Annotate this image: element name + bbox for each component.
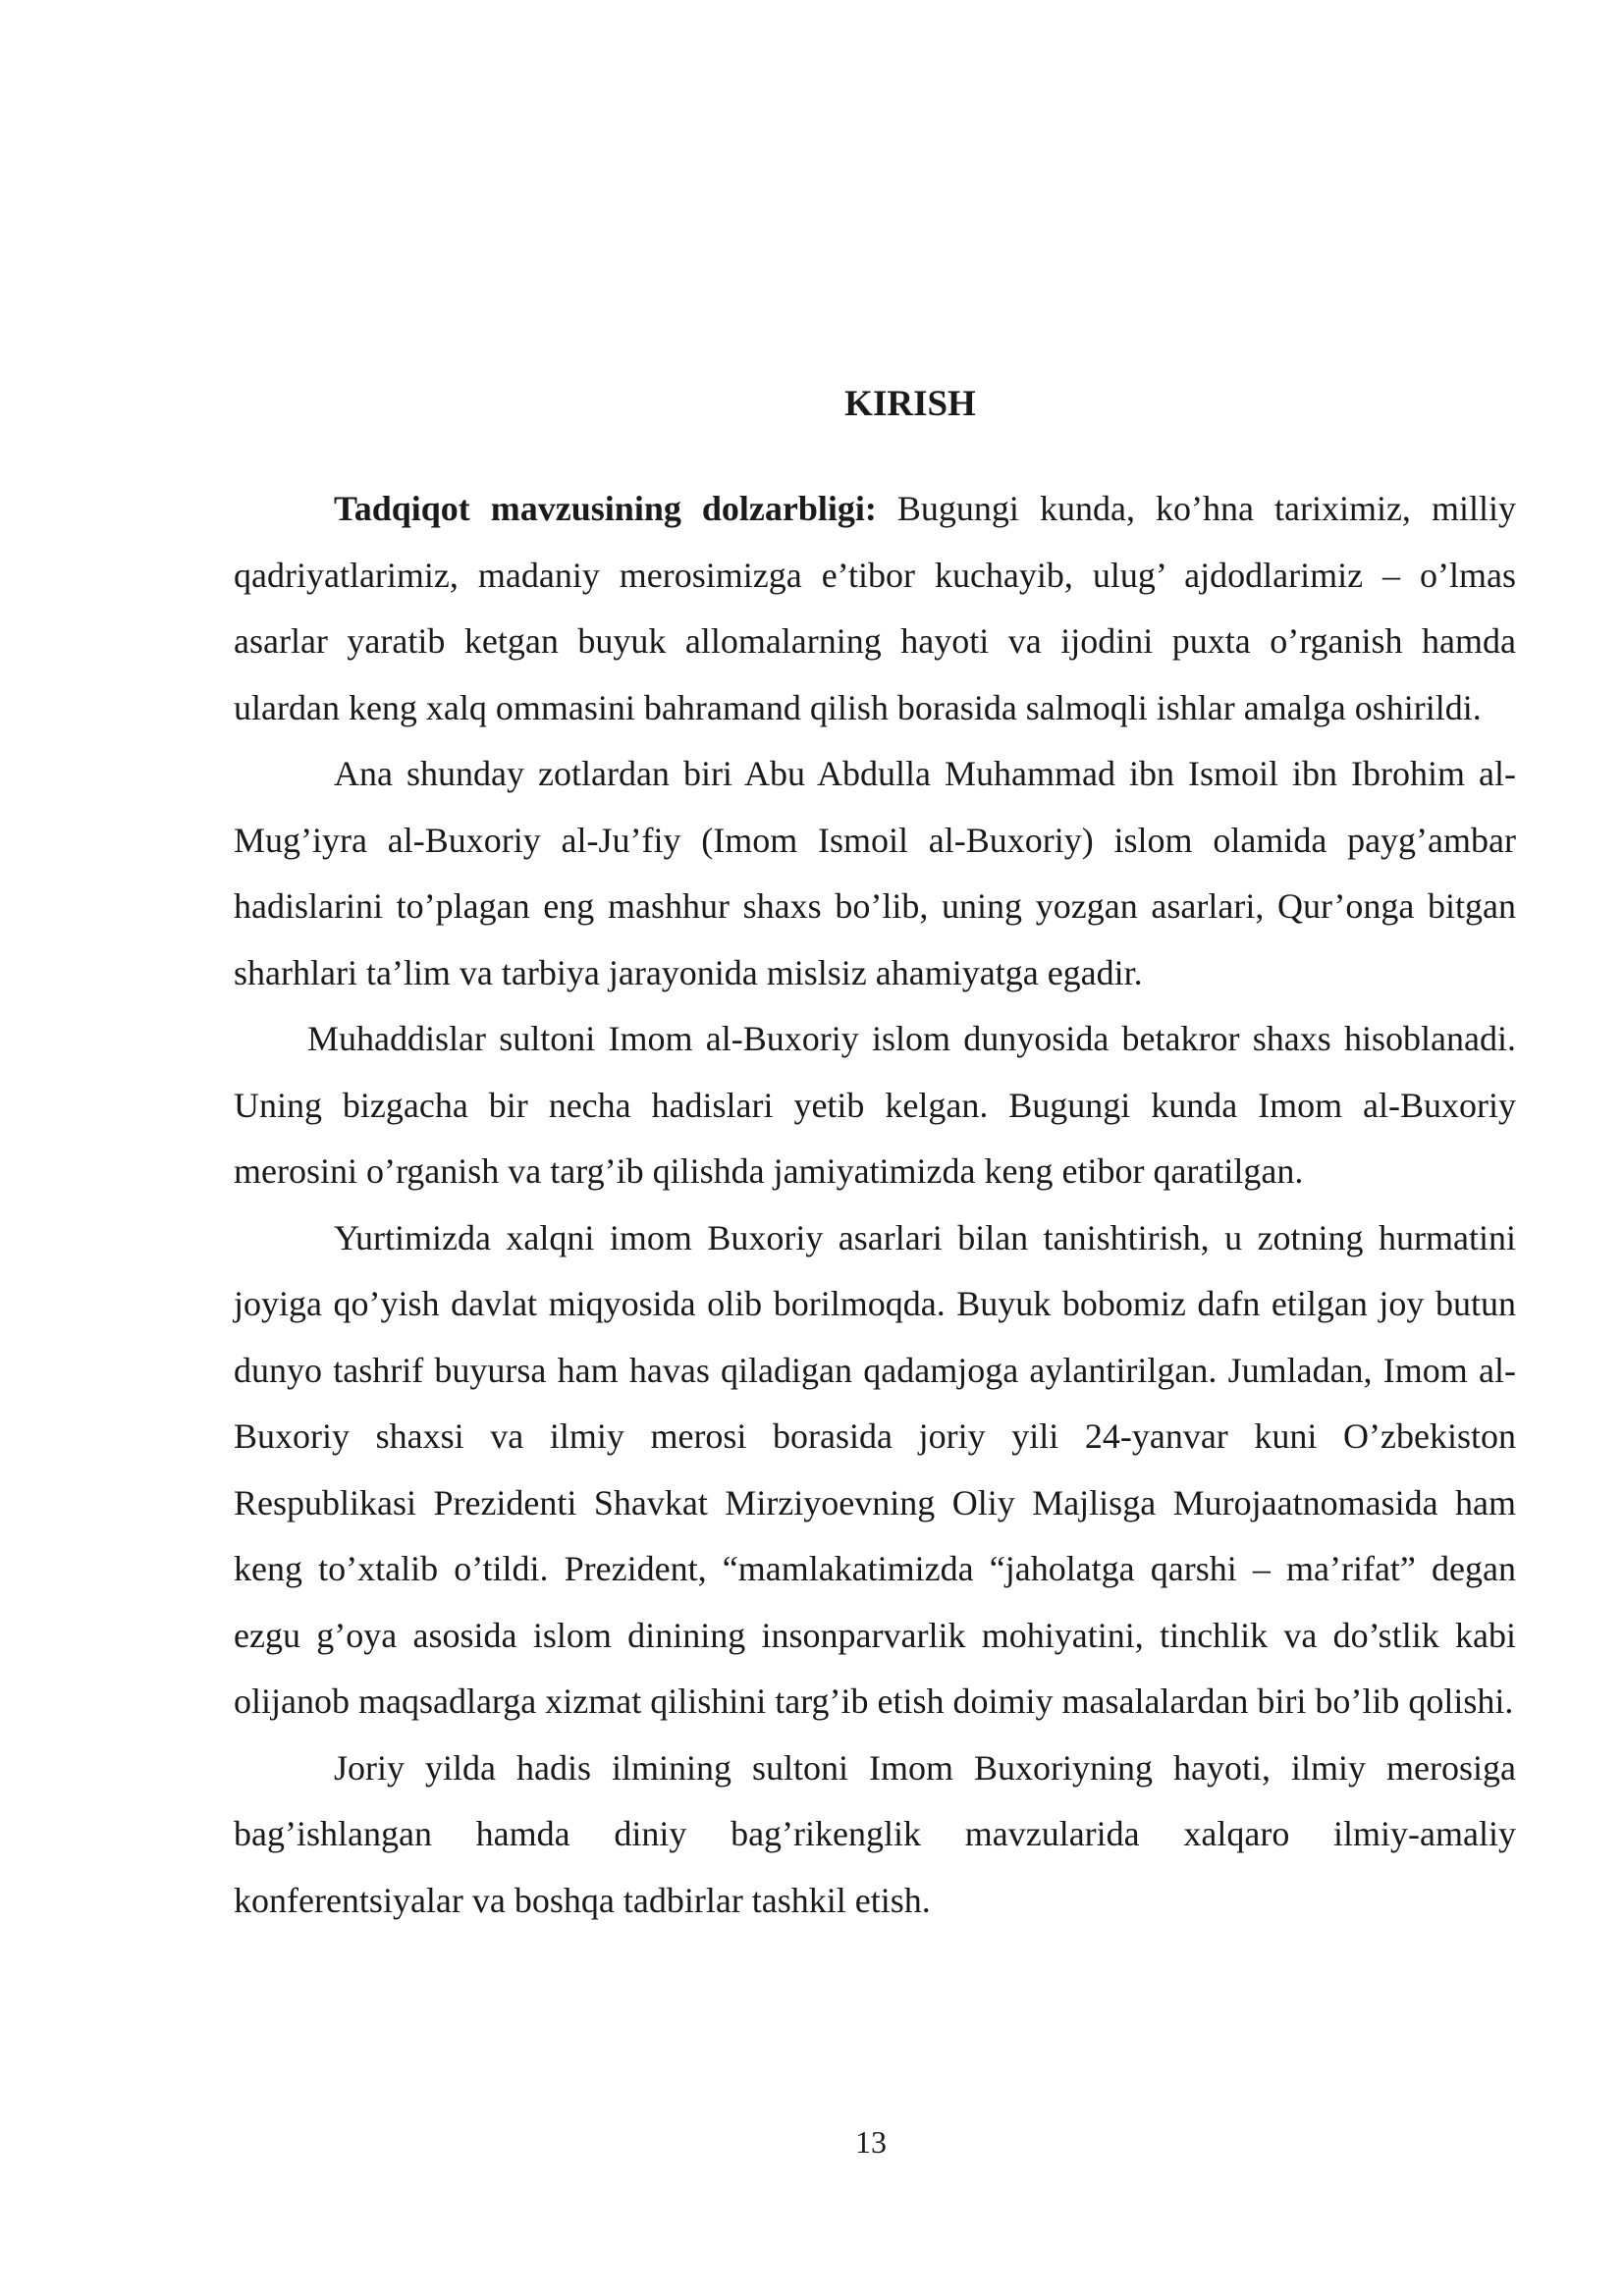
paragraph-al-buxoriy: Ana shunday zotlardan biri Abu Abdulla Muhammad ibn Ismoil ibn Ibrohim al-Mug’iyra al-Buxoriy al-Ju’fiy (Imom Ismoil al-Buxoriy) islom olamida payg’ambar hadislarini to’plagan eng mashhur shaxs bo’lib, uning yozgan asarlari, Qur’onga bitgan sharhlari ta’lim va tarbiya jarayonida mislsiz ahamiyatga egadir. bbox=[234, 754, 1516, 992]
paragraph-muhaddislar: Muhaddislar sultoni Imom al-Buxoriy islom dunyosida betakror shaxs hisoblanadi. Uning bizgacha bir necha hadislari yetib kelgan. Bugungi kunda Imom al-Buxoriy merosini o’rganish va targ’ib qilishda jamiyatimizda keng etibor qaratilgan. bbox=[234, 1019, 1516, 1191]
paragraph-relevance bbox=[234, 476, 1516, 741]
paragraph-text: Bugungi kunda, ko’hna tariximiz, milliy qadriyatlarimiz, madaniy merosimizga e’tibor kuchayib, ulug’ ajdodlarimiz – o’lmas asarlar yaratib ketgan buyuk allomalarning hayoti va ijodini puxta o’rganish hamda ulardan keng xalq ommasini bahramand qilish borasida salmoqli ishlar amalga oshirildi. bbox=[234, 489, 1516, 727]
paragraph-lead: Tadqiqot mavzusining dolzarbligi: bbox=[334, 489, 877, 528]
document-body bbox=[234, 476, 1516, 1934]
paragraph-yurtimizda: Yurtimizda xalqni imom Buxoriy asarlari bilan tanishtirish, u zotning hurmatini joyiga qo’yish davlat miqyosida olib borilmoqda. Buyuk bobomiz dafn etilgan joy butun dunyo tashrif buyursa ham havas qiladigan qadamjoga aylantirilgan. Jumladan, Imom al-Buxoriy shaxsi va ilmiy merosi borasida joriy yili 24-yanvar kuni O’zbekiston Respublikasi Prezidenti Shavkat Mirziyoevning Oliy Majlisga Murojaatnomasida ham keng to’xtalib o’tildi. Prezident, “mamlakatimizda “jaholatga qarshi – ma’rifat” degan ezgu g’oya asosida islom dinining insonparvarlik mohiyatini, tinchlik va do’stlik kabi olijanob maqsadlarga xizmat qilishini targ’ib etish doimiy masalalardan biri bo’lib qolishi. bbox=[234, 1217, 1516, 1721]
section-heading: KIRISH bbox=[844, 384, 976, 424]
page-number: 13 bbox=[855, 2124, 887, 2160]
paragraph-joriy-yilda: Joriy yilda hadis ilmining sultoni Imom Buxoriyning hayoti, ilmiy merosiga bag’ishlangan hamda diniy bag’rikenglik mavzularida xalqaro ilmiy-amaliy konferentsiyalar va boshqa tadbirlar tashkil etish. bbox=[234, 1747, 1516, 1920]
